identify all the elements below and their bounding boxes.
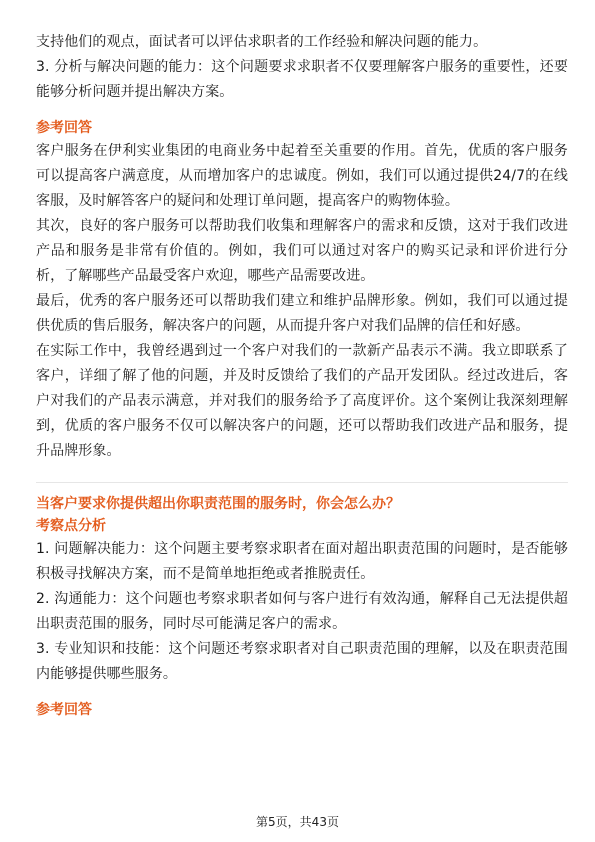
analysis-point-1: 1. 问题解决能力：这个问题主要考察求职者在面对超出职责范围的问题时，是否能够积极寻找解决方案，而不是简单地拒绝或者推脱责任。 [36, 541, 568, 582]
answer-paragraph-3: 最后，优秀的客户服务还可以帮助我们建立和维护品牌形象。例如，我们可以通过提供优质的售后服务，解决客户的问题，从而提升客户对我们品牌的信任和好感。 [36, 293, 568, 334]
analysis-point-2: 2. 沟通能力：这个问题也考察求职者如何与客户进行有效沟通，解释自己无法提供超出职责范围的服务，同时尽可能满足客户的需求。 [36, 591, 568, 632]
answer-paragraph-4: 在实际工作中，我曾经遇到过一个客户对我们的一款新产品表示不满。我立即联系了客户，详细了解了他的问题，并及时反馈给了我们的产品开发团队。经过改进后，客户对我们的产品表示满意，并对我们的服务给予了高度评价。这个案例让我深刻理解到，优质的客户服务不仅可以解决客户的问题，还可以帮助我们改进产品和服务，提升品牌形象。 [36, 343, 568, 459]
answer-paragraph-1: 客户服务在伊利实业集团的电商业务中起着至关重要的作用。首先，优质的客户服务可以提高客户满意度，从而增加客户的忠诚度。例如，我们可以通过提供24/7的在线客服，及时解答客户的疑问和处理订单问题，提高客户的购物体验。 [36, 143, 568, 209]
analysis-point-3b: 3. 专业知识和技能：这个问题还考察求职者对自己职责范围的理解，以及在职责范围内能够提供哪些服务。 [36, 641, 568, 682]
reference-answer-heading: 参考回答 [36, 120, 92, 136]
reference-answer-heading-2: 参考回答 [36, 702, 92, 718]
intro-tail-paragraph: 支持他们的观点，面试者可以评估求职者的工作经验和解决问题的能力。 [36, 34, 488, 50]
question-heading: 当客户要求你提供超出你职责范围的服务时，你会怎么办？ [36, 496, 400, 512]
page-number: 第5页，共43页 [256, 815, 339, 829]
document-body [36, 30, 568, 721]
answer-paragraph-2: 其次，良好的客户服务可以帮助我们收集和理解客户的需求和反馈，这对于我们改进产品和服务是非常有价值的。例如，我们可以通过对客户的购买记录和评价进行分析，了解哪些产品最受客户欢迎，哪些产品需要改进。 [36, 218, 568, 284]
section-divider [36, 482, 568, 483]
analysis-point-3: 3. 分析与解决问题的能力：这个问题要求求职者不仅要理解客户服务的重要性，还要能够分析问题并提出解决方案。 [36, 59, 568, 100]
analysis-heading: 考察点分析 [36, 518, 106, 534]
